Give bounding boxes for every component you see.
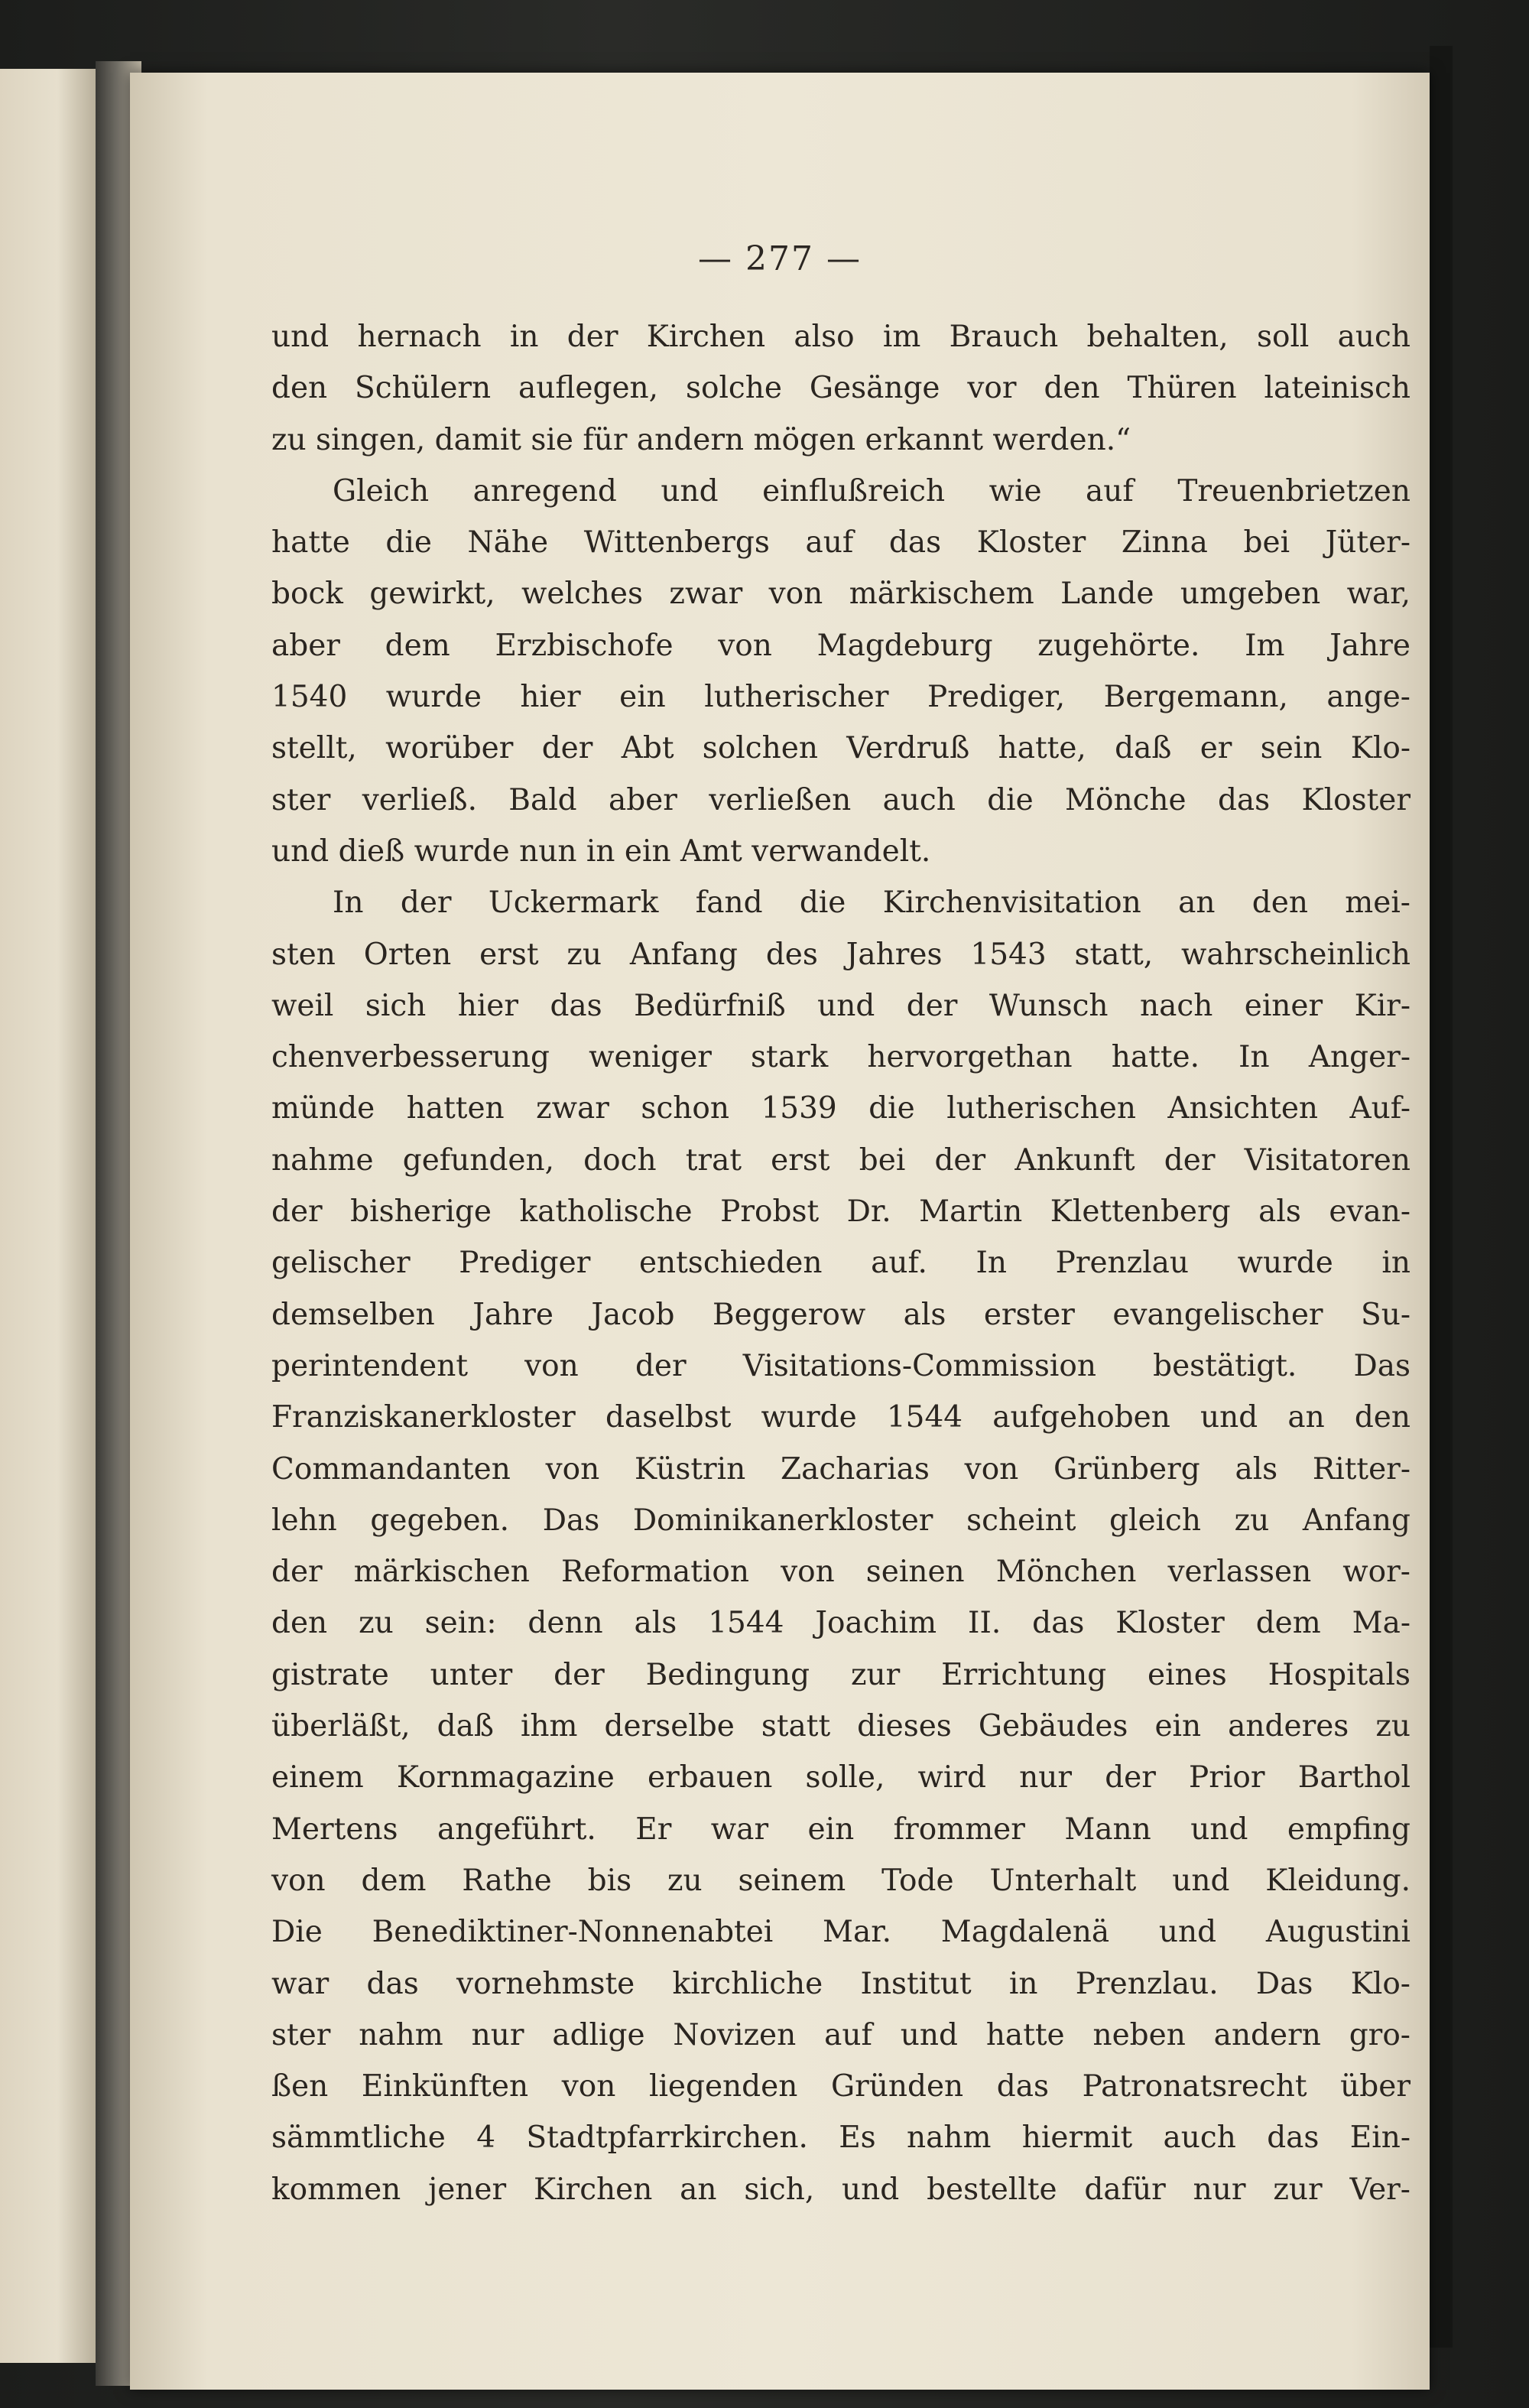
- text-line: den Schülern auflegen, solche Gesänge vor den Thüren lateinisch: [271, 371, 1411, 406]
- book-page: [130, 73, 1430, 2390]
- text-line: hatte die Nähe Wittenbergs auf das Kloster Zinna bei Jüter-: [271, 525, 1411, 561]
- text-line: der bisherige katholische Probst Dr. Martin Klettenberg als evan-: [271, 1194, 1411, 1230]
- text-line: chenverbesserung weniger stark hervorgethan hatte. In Anger-: [271, 1040, 1411, 1075]
- text-line: ßen Einkünften von liegenden Gründen das Patronatsrecht über: [271, 2069, 1411, 2104]
- text-line: gistrate unter der Bedingung zur Errichtung eines Hospitals: [271, 1657, 1411, 1692]
- text-line: einem Kornmagazine erbauen solle, wird nur der Prior Barthol: [271, 1760, 1411, 1795]
- text-line: ster nahm nur adlige Novizen auf und hatte neben andern gro-: [271, 2017, 1411, 2052]
- text-line: Die Benediktiner-Nonnenabtei Mar. Magdalenä und Augustini: [271, 1915, 1411, 1950]
- text-line: Franziskanerkloster daselbst wurde 1544 aufgehoben und an den: [271, 1400, 1411, 1435]
- text-line: In der Uckermark fand die Kirchenvisitation an den mei-: [333, 886, 1411, 921]
- book-cover-edge: [1430, 46, 1453, 2348]
- text-line: perintendent von der Visitations-Commission bestätigt. Das: [271, 1348, 1411, 1383]
- body-text: [271, 311, 1411, 2215]
- text-line: gelischer Prediger entschieden auf. In Prenzlau wurde in: [271, 1246, 1411, 1281]
- text-line: aber dem Erzbischofe von Magdeburg zugehörte. Im Jahre: [271, 628, 1411, 663]
- text-line: überläßt, daß ihm derselbe statt dieses Gebäudes ein anderes zu: [271, 1709, 1411, 1744]
- text-line: Mertens angeführt. Er war ein frommer Mann und empfing: [271, 1812, 1411, 1847]
- page-number: — 277 —: [698, 239, 862, 278]
- left-page-edge: [0, 69, 100, 2363]
- text-line: 1540 wurde hier ein lutherischer Prediger, Bergemann, ange-: [271, 680, 1411, 715]
- text-line: und dieß wurde nun in ein Amt verwandelt.: [271, 834, 931, 869]
- text-line: ster verließ. Bald aber verließen auch die Mönche das Kloster: [271, 782, 1411, 817]
- text-line: zu singen, damit sie für andern mögen erkannt werden.“: [271, 422, 1131, 457]
- text-line: war das vornehmste kirchliche Institut in Prenzlau. Das Klo-: [271, 1966, 1411, 2001]
- text-line: den zu sein: denn als 1544 Joachim II. das Kloster dem Ma-: [271, 1606, 1411, 1641]
- text-line: demselben Jahre Jacob Beggerow als erster evangelischer Su-: [271, 1297, 1411, 1332]
- text-line: kommen jener Kirchen an sich, und bestellte dafür nur zur Ver-: [271, 2172, 1411, 2207]
- text-line: bock gewirkt, welches zwar von märkischem Lande umgeben war,: [271, 577, 1411, 612]
- text-line: sämmtliche 4 Stadtpfarrkirchen. Es nahm hiermit auch das Ein-: [271, 2120, 1411, 2156]
- text-line: Gleich anregend und einflußreich wie auf Treuenbrietzen: [333, 473, 1411, 509]
- text-line: nahme gefunden, doch trat erst bei der Ankunft der Visitatoren: [271, 1142, 1411, 1178]
- text-line: der märkischen Reformation von seinen Mönchen verlassen wor-: [271, 1555, 1411, 1590]
- text-line: von dem Rathe bis zu seinem Tode Unterhalt und Kleidung.: [271, 1863, 1411, 1898]
- text-line: Commandanten von Küstrin Zacharias von Grünberg als Ritter-: [271, 1451, 1411, 1487]
- text-line: lehn gegeben. Das Dominikanerkloster scheint gleich zu Anfang: [271, 1503, 1411, 1538]
- text-line: sten Orten erst zu Anfang des Jahres 1543 statt, wahrscheinlich: [271, 937, 1411, 972]
- text-line: stellt, worüber der Abt solchen Verdruß hatte, daß er sein Klo-: [271, 731, 1411, 766]
- text-line: weil sich hier das Bedürfniß und der Wunsch nach einer Kir-: [271, 988, 1411, 1023]
- text-line: und hernach in der Kirchen also im Brauch behalten, soll auch: [271, 320, 1411, 354]
- text-line: münde hatten zwar schon 1539 die lutherischen Ansichten Auf-: [271, 1091, 1411, 1126]
